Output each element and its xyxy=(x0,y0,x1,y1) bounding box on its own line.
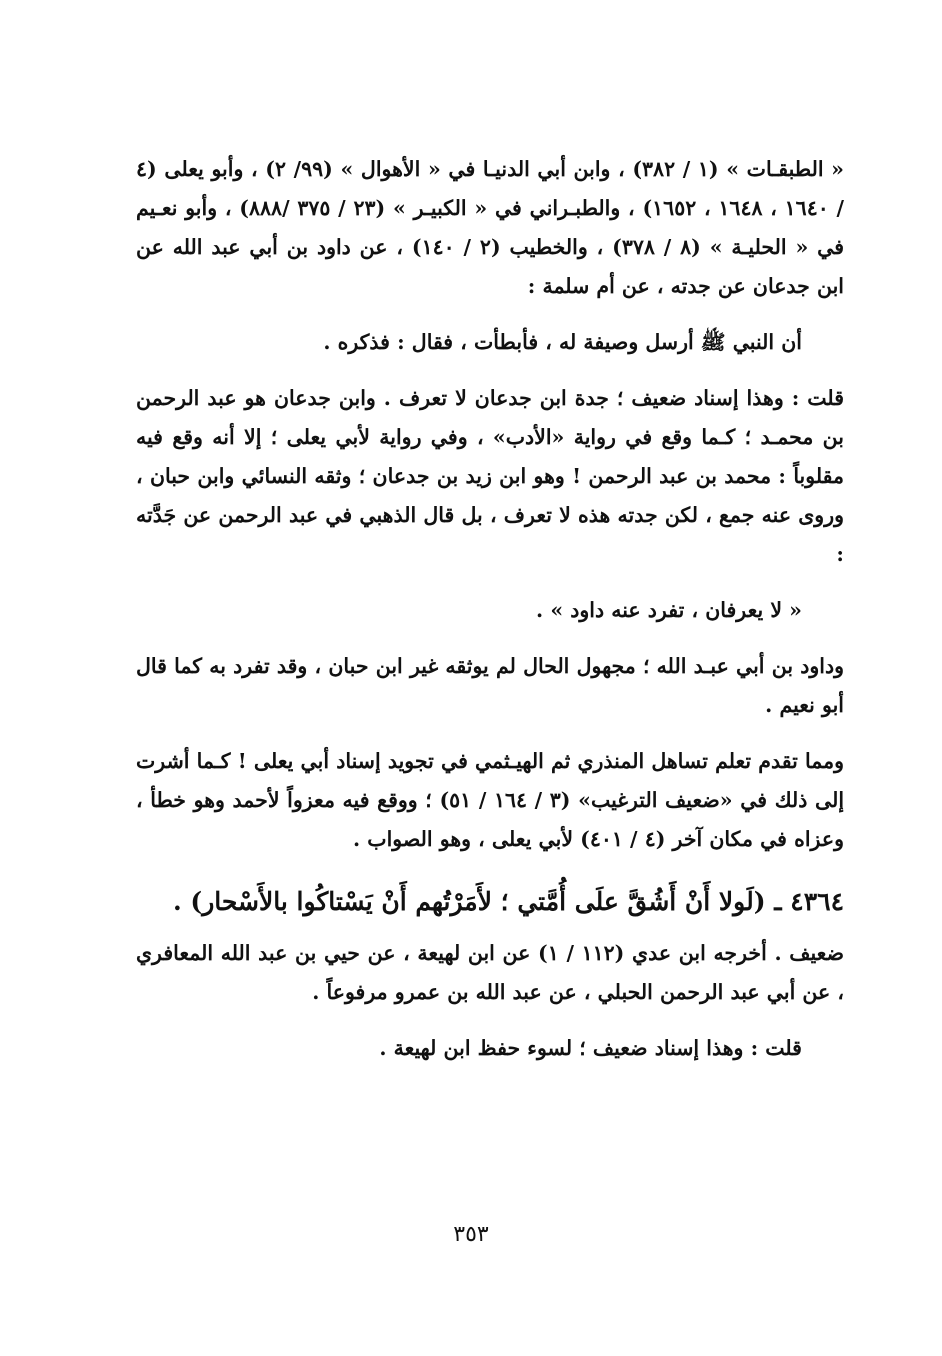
paragraph-quote: « لا يعرفان ، تفرد عنه داود » . xyxy=(536,598,802,622)
page-number: ٣٥٣ xyxy=(453,1222,489,1247)
paragraph-conclusion: ومما تقدم تعلم تساهل المنذري ثم الهيـثمي في تجويد إسناد أبي يعلى ! كـما أشرت إلى ذلك في «ضعيف الترغيب» (٣ / ١٦٤ / ٥١) ؛ ووقع فيه معزواً لأحمد وهو خطأ ، وعزاه في مكان آخر (٤ / ٤٠١) لأبي يعلى ، وهو الصواب . xyxy=(136,749,845,851)
paragraph-sources: « الطبقـات » (١ / ٣٨٢) ، وابن أبي الدنيـا في « الأهوال » (٩٩/ ٢) ، وأبو يعلى (٤ / ١٦٤٠ ، ١٦٤٨ ، ١٦٥٢) ، والطبـراني في « الكبيـر » (٢٣ / ٣٧٥ /٨٨٨) ، وأبو نعـيم في « الحليـة » (٨ / ٣٧٨) ، والخطيب (٢ / ١٤٠) ، عن داود بن أبي عبد الله عن ابن جدعان عن جدته ، عن أم سلمة : xyxy=(136,157,845,298)
paragraph-commentary: قلت : وهذا إسناد ضعيف ؛ جدة ابن جدعان لا تعرف . وابن جدعان هو عبد الرحمن بن محمـد ؛ كـما وقع في رواية «الأدب» ، وفي رواية لأبي يعلى ؛ إلا أنه وقع فيه مقلوباً : محمد بن عبد الرحمن ! وهو ابن زيد بن جدعان ؛ وثقه النسائي وابن حبان ، وروى عنه جمع ، لكن جدته هذه لا تعرف ، بل قال الذهبي في عبد الرحمن عن جَدَّته : xyxy=(136,386,844,566)
paragraph-hadith-text: أن النبي ﷺ أرسل وصيفة له ، فأبطأت ، فقال : فذكره . xyxy=(323,330,802,354)
paragraph-final-note: قلت : وهذا إسناد ضعيف ؛ لسوء حفظ ابن لهيعة . xyxy=(379,1036,802,1060)
paragraph-takhrij: ضعيف . أخرجه ابن عدي (١١٢ / ١) عن ابن لهيعة ، عن حيي بن عبد الله المعافري ، عن أبي عبد الرحمن الحبلي ، عن عبد الله بن عمرو مرفوعاً . xyxy=(136,941,844,1004)
paragraph-narrator-note: وداود بن أبي عبـد الله ؛ مجهول الحال لم يوثقه غير ابن حبان ، وقد تفرد به كما قال أبو نعيم . xyxy=(136,654,844,717)
hadith-heading: ٤٣٦٤ ـ (لَولا أَنْ أَشُقَّ علَى أُمَّتي ؛ لأَمَرْتُهم أَنْ يَسْتاكُوا بالأَسْحار) . xyxy=(172,887,844,916)
page-body xyxy=(136,150,844,1085)
